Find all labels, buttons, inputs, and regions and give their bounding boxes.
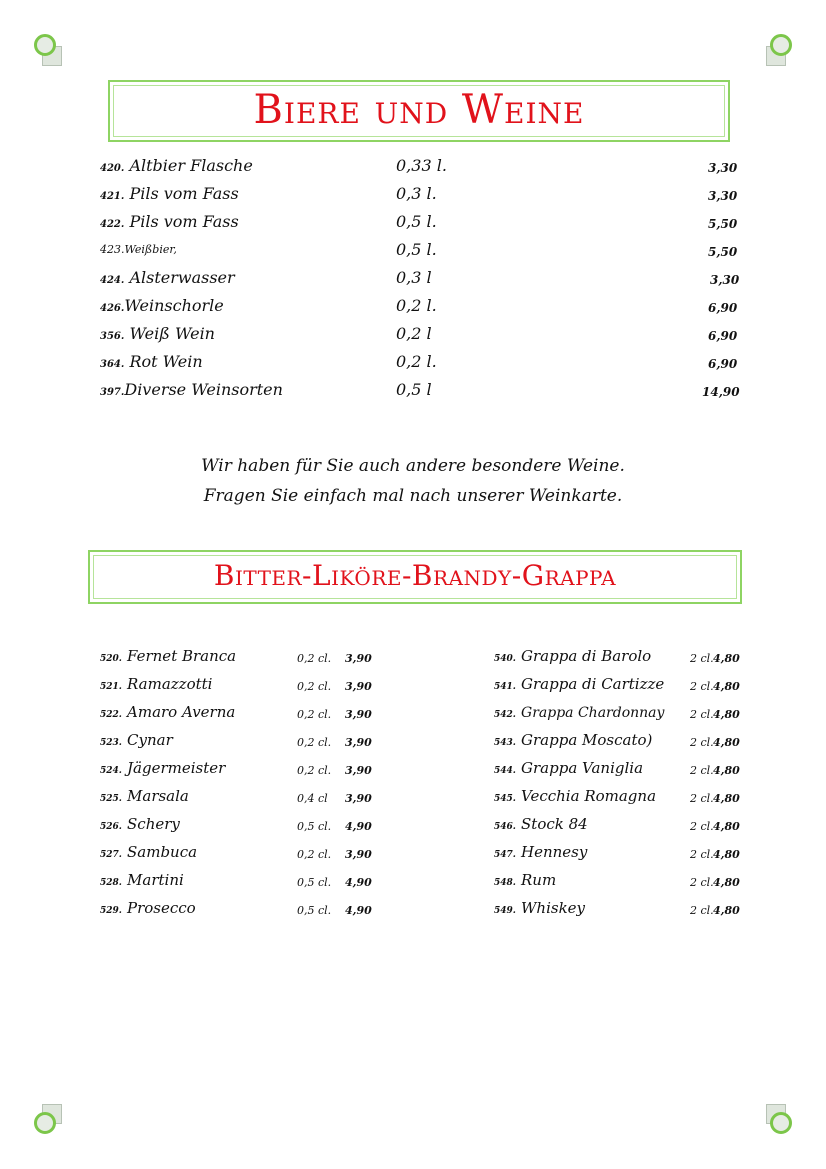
item-volume: 0,2 cl. <box>297 680 332 693</box>
item-name: Grappa di Cartizze <box>521 675 665 693</box>
list-item <box>100 898 196 917</box>
list-item <box>100 674 212 693</box>
wine-note-line-2: Fragen Sie einfach mal nach unserer Weinkarte. <box>203 486 623 506</box>
item-name: Prosecco <box>127 899 196 917</box>
item-volume: 0,2 l. <box>396 296 437 315</box>
section-title-box-beer-wine <box>108 80 730 142</box>
item-price: 3,90 <box>345 736 372 749</box>
item-price: 6,90 <box>708 357 738 371</box>
item-name: Grappa Moscato) <box>521 731 653 749</box>
item-price: 4,90 <box>345 904 372 917</box>
list-item <box>494 898 585 917</box>
item-name: Martini <box>127 871 184 889</box>
corner-ornament-top-left <box>32 32 68 68</box>
item-name: Pils vom Fass <box>129 184 239 203</box>
item-number: 524. <box>100 766 122 776</box>
item-price: 6,90 <box>708 301 738 315</box>
item-volume: 0,5 l. <box>396 240 437 259</box>
list-item <box>100 730 173 749</box>
item-number: 364. <box>100 359 125 370</box>
item-price: 3,30 <box>708 161 738 175</box>
item-price: 4,80 <box>713 736 740 749</box>
item-volume: 0,33 l. <box>396 156 447 175</box>
item-name: Sambuca <box>127 843 198 861</box>
item-number: 423. <box>100 243 125 256</box>
list-item <box>100 352 203 371</box>
item-volume: 0,4 cl <box>297 792 328 805</box>
item-price: 3,90 <box>345 792 372 805</box>
item-price: 4,80 <box>713 652 740 665</box>
item-number: 528. <box>100 878 122 888</box>
item-name: Weiß Wein <box>129 324 215 343</box>
item-name: Ramazzotti <box>127 675 213 693</box>
corner-ornament-top-right <box>758 32 794 68</box>
item-volume: 2 cl. <box>690 876 714 889</box>
item-volume: 0,2 cl. <box>297 848 332 861</box>
item-price: 4,80 <box>713 792 740 805</box>
list-item <box>100 184 239 203</box>
item-number: 548. <box>494 878 516 888</box>
list-item <box>494 730 652 749</box>
item-volume: 0,3 l <box>396 268 432 287</box>
item-price: 14,90 <box>702 385 740 399</box>
list-item <box>100 702 235 721</box>
item-volume: 2 cl. <box>690 820 714 833</box>
item-name: Rot Wein <box>129 352 203 371</box>
corner-ornament-bottom-left <box>32 1100 68 1136</box>
item-name: Stock 84 <box>521 815 588 833</box>
item-price: 4,80 <box>713 680 740 693</box>
item-volume: 2 cl. <box>690 652 714 665</box>
item-number: 424. <box>100 275 125 286</box>
section-title-box-spirits <box>88 550 742 604</box>
item-name: Schery <box>127 815 180 833</box>
item-volume: 0,5 cl. <box>297 820 332 833</box>
item-number: 426. <box>100 303 125 314</box>
item-price: 3,90 <box>345 848 372 861</box>
item-volume: 2 cl. <box>690 904 714 917</box>
list-item <box>100 380 283 399</box>
item-number: 529. <box>100 906 122 916</box>
item-volume: 0,5 l <box>396 380 432 399</box>
item-number: 549. <box>494 906 516 916</box>
item-price: 4,80 <box>713 848 740 861</box>
item-name: Fernet Branca <box>127 647 237 665</box>
item-number: 356. <box>100 331 125 342</box>
item-volume: 0,2 l <box>396 324 432 343</box>
item-number: 520. <box>100 654 122 664</box>
item-number: 522. <box>100 710 122 720</box>
wine-note-line-1: Wir haben für Sie auch andere besondere Weine. <box>201 456 625 476</box>
item-number: 521. <box>100 682 122 692</box>
item-volume: 2 cl. <box>690 764 714 777</box>
item-price: 3,30 <box>710 273 740 287</box>
item-number: 545. <box>494 794 516 804</box>
item-price: 4,80 <box>713 876 740 889</box>
item-number: 541. <box>494 682 516 692</box>
corner-ornament-bottom-right <box>758 1100 794 1136</box>
list-item <box>100 296 224 315</box>
item-name: Diverse Weinsorten <box>124 380 283 399</box>
item-name: Marsala <box>127 787 189 805</box>
item-price: 5,50 <box>708 217 738 231</box>
item-name: Whiskey <box>521 899 586 917</box>
item-name: Grappa Vaniglia <box>521 759 644 777</box>
item-number: 523. <box>100 738 122 748</box>
item-volume: 0,2 l. <box>396 352 437 371</box>
item-price: 4,80 <box>713 904 740 917</box>
list-item <box>100 268 235 287</box>
item-name: Rum <box>521 871 557 889</box>
list-item <box>494 842 587 861</box>
item-name: Grappa di Barolo <box>521 647 652 665</box>
item-price: 3,90 <box>345 680 372 693</box>
item-volume: 2 cl. <box>690 848 714 861</box>
list-item <box>494 674 664 693</box>
list-item <box>100 324 215 343</box>
item-number: 544. <box>494 766 516 776</box>
item-volume: 0,2 cl. <box>297 708 332 721</box>
item-number: 527. <box>100 850 122 860</box>
item-price: 3,90 <box>345 708 372 721</box>
item-name: Grappa Chardonnay <box>521 705 665 721</box>
item-volume: 2 cl. <box>690 680 714 693</box>
item-number: 421. <box>100 191 125 202</box>
item-number: 420. <box>100 163 125 174</box>
item-volume: 0,5 cl. <box>297 904 332 917</box>
list-item <box>494 702 664 721</box>
list-item <box>100 870 184 889</box>
item-price: 4,90 <box>345 820 372 833</box>
list-item <box>100 243 177 256</box>
item-name: Vecchia Romagna <box>521 787 657 805</box>
item-volume: 2 cl. <box>690 708 714 721</box>
list-item <box>100 814 180 833</box>
list-item <box>100 646 236 665</box>
item-price: 6,90 <box>708 329 738 343</box>
section-title-beer-wine: Biere und Weine <box>253 87 585 133</box>
item-volume: 0,5 cl. <box>297 876 332 889</box>
item-volume: 0,3 l. <box>396 184 437 203</box>
item-volume: 0,2 cl. <box>297 764 332 777</box>
item-name: Pils vom Fass <box>129 212 239 231</box>
item-number: 422. <box>100 219 125 230</box>
item-name: Cynar <box>127 731 173 749</box>
list-item <box>100 212 239 231</box>
item-name: Jägermeister <box>127 759 226 777</box>
item-number: 547. <box>494 850 516 860</box>
list-item <box>494 814 588 833</box>
list-item <box>100 156 253 175</box>
section-title-spirits: Bitter-Liköre-Brandy-Grappa <box>213 559 617 592</box>
item-price: 5,50 <box>708 245 738 259</box>
item-volume: 2 cl. <box>690 792 714 805</box>
item-name: Amaro Averna <box>127 703 236 721</box>
item-number: 543. <box>494 738 516 748</box>
item-price: 4,90 <box>345 876 372 889</box>
list-item <box>494 870 556 889</box>
item-price: 4,80 <box>713 708 740 721</box>
item-price: 4,80 <box>713 764 740 777</box>
item-number: 546. <box>494 822 516 832</box>
item-name: Altbier Flasche <box>129 156 253 175</box>
item-price: 3,90 <box>345 652 372 665</box>
item-number: 397. <box>100 387 125 398</box>
item-name: Alsterwasser <box>129 268 235 287</box>
item-number: 540. <box>494 654 516 664</box>
list-item <box>494 786 656 805</box>
item-volume: 0,5 l. <box>396 212 437 231</box>
item-price: 3,30 <box>708 189 738 203</box>
item-number: 525. <box>100 794 122 804</box>
item-name: Weißbier, <box>124 243 177 256</box>
item-price: 3,90 <box>345 764 372 777</box>
item-name: Hennesy <box>521 843 588 861</box>
list-item <box>100 786 189 805</box>
item-volume: 0,2 cl. <box>297 736 332 749</box>
item-number: 526. <box>100 822 122 832</box>
item-volume: 2 cl. <box>690 736 714 749</box>
item-number: 542. <box>494 710 516 720</box>
item-name: Weinschorle <box>124 296 224 315</box>
list-item <box>494 758 643 777</box>
list-item <box>100 758 225 777</box>
list-item <box>494 646 651 665</box>
item-price: 4,80 <box>713 820 740 833</box>
item-volume: 0,2 cl. <box>297 652 332 665</box>
list-item <box>100 842 197 861</box>
